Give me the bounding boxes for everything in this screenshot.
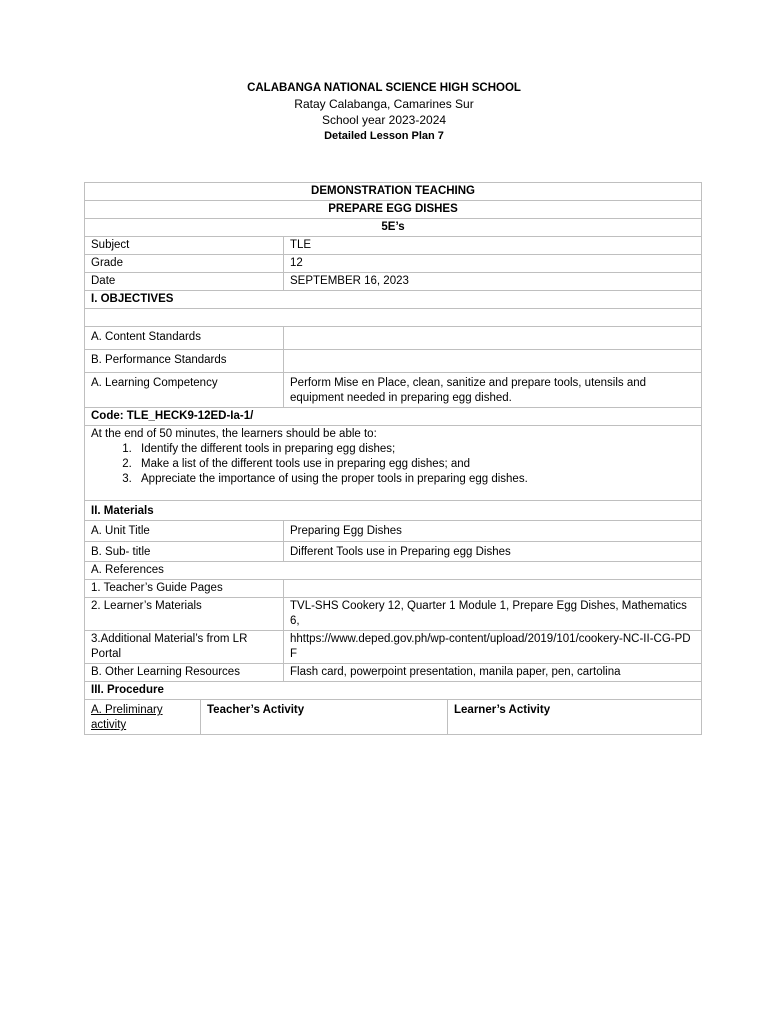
grade-label: Grade — [85, 255, 284, 273]
other-resources-value: Flash card, powerpoint presentation, manila paper, pen, cartolina — [284, 664, 702, 682]
preliminary-activity-text: A. Preliminary activity — [91, 704, 163, 731]
section-row — [85, 682, 702, 700]
lesson-plan-title: Detailed Lesson Plan 7 — [324, 130, 444, 142]
additional-materials-label: 3.Additional Material’s from LR Portal — [85, 631, 284, 664]
procedure-heading: III. Procedure — [85, 682, 702, 700]
title-prepare-egg: PREPARE EGG DISHES — [85, 201, 702, 219]
title-5es: 5E’s — [85, 219, 702, 237]
unit-title-value: Preparing Egg Dishes — [284, 521, 702, 542]
school-address: Ratay Calabanga, Camarines Sur — [294, 97, 474, 111]
table-row — [85, 521, 702, 542]
list-item: 3. Appreciate the importance of using the proper tools in preparing egg dishes. — [135, 472, 695, 487]
table-row — [85, 273, 702, 291]
subject-value: TLE — [284, 237, 702, 255]
table-row — [85, 631, 702, 664]
preliminary-activity-label — [85, 700, 201, 735]
code-label: Code: TLE_HECK9-12ED-Ia-1/ — [85, 408, 702, 426]
table-row — [85, 255, 702, 273]
date-value: SEPTEMBER 16, 2023 — [284, 273, 702, 291]
table-row — [85, 580, 702, 598]
title-row — [85, 183, 702, 201]
table-row — [85, 373, 702, 408]
subject-label: Subject — [85, 237, 284, 255]
table-row — [85, 542, 702, 562]
empty-cell — [85, 309, 702, 327]
sub-title-label: B. Sub- title — [85, 542, 284, 562]
learners-activity-header: Learner’s Activity — [448, 700, 702, 735]
objectives-cell — [85, 426, 702, 501]
materials-heading: II. Materials — [85, 501, 702, 521]
content-standards-value — [284, 327, 702, 350]
performance-standards-label: B. Performance Standards — [85, 350, 284, 373]
list-item: 2. Make a list of the different tools use in preparing egg dishes; and — [135, 457, 695, 472]
content-standards-label: A. Content Standards — [85, 327, 284, 350]
title-demonstration: DEMONSTRATION TEACHING — [85, 183, 702, 201]
date-label: Date — [85, 273, 284, 291]
sub-title-value: Different Tools use in Preparing egg Dishes — [284, 542, 702, 562]
table-row — [85, 700, 702, 735]
list-item: 1. Identify the different tools in preparing egg dishes; — [135, 442, 695, 457]
objectives-row — [85, 426, 702, 501]
objectives-heading: I. OBJECTIVES — [85, 291, 702, 309]
learning-competency-value: Perform Mise en Place, clean, sanitize and prepare tools, utensils and equipment needed in preparing egg dished. — [284, 373, 702, 408]
additional-materials-value: hhttps://www.deped.gov.ph/wp-content/upload/2019/101/cookery-NC-II-CG-PDF — [284, 631, 702, 664]
table-row — [85, 598, 702, 631]
school-year: School year 2023-2024 — [321, 113, 447, 127]
references-label: A. References — [85, 562, 702, 580]
performance-standards-value — [284, 350, 702, 373]
teachers-guide-value — [284, 580, 702, 598]
objectives-intro: At the end of 50 minutes, the learners should be able to: — [91, 428, 377, 440]
learners-materials-value: TVL-SHS Cookery 12, Quarter 1 Module 1, Prepare Egg Dishes, Mathematics 6, — [284, 598, 702, 631]
table-row — [85, 562, 702, 580]
lesson-plan-table — [84, 182, 702, 735]
grade-value: 12 — [284, 255, 702, 273]
section-row — [85, 408, 702, 426]
document-header — [0, 80, 768, 144]
title-row — [85, 219, 702, 237]
learners-materials-label: 2. Learner’s Materials — [85, 598, 284, 631]
table-row — [85, 327, 702, 350]
section-row — [85, 501, 702, 521]
table-row — [85, 237, 702, 255]
other-resources-label: B. Other Learning Resources — [85, 664, 284, 682]
title-row — [85, 201, 702, 219]
section-row — [85, 291, 702, 309]
learning-competency-label: A. Learning Competency — [85, 373, 284, 408]
empty-row — [85, 309, 702, 327]
table-row — [85, 664, 702, 682]
teachers-guide-label: 1. Teacher’s Guide Pages — [85, 580, 284, 598]
table-row — [85, 350, 702, 373]
objectives-list — [91, 442, 695, 487]
unit-title-label: A. Unit Title — [85, 521, 284, 542]
school-name: CALABANGA NATIONAL SCIENCE HIGH SCHOOL — [247, 82, 521, 94]
teachers-activity-header: Teacher’s Activity — [201, 700, 448, 735]
